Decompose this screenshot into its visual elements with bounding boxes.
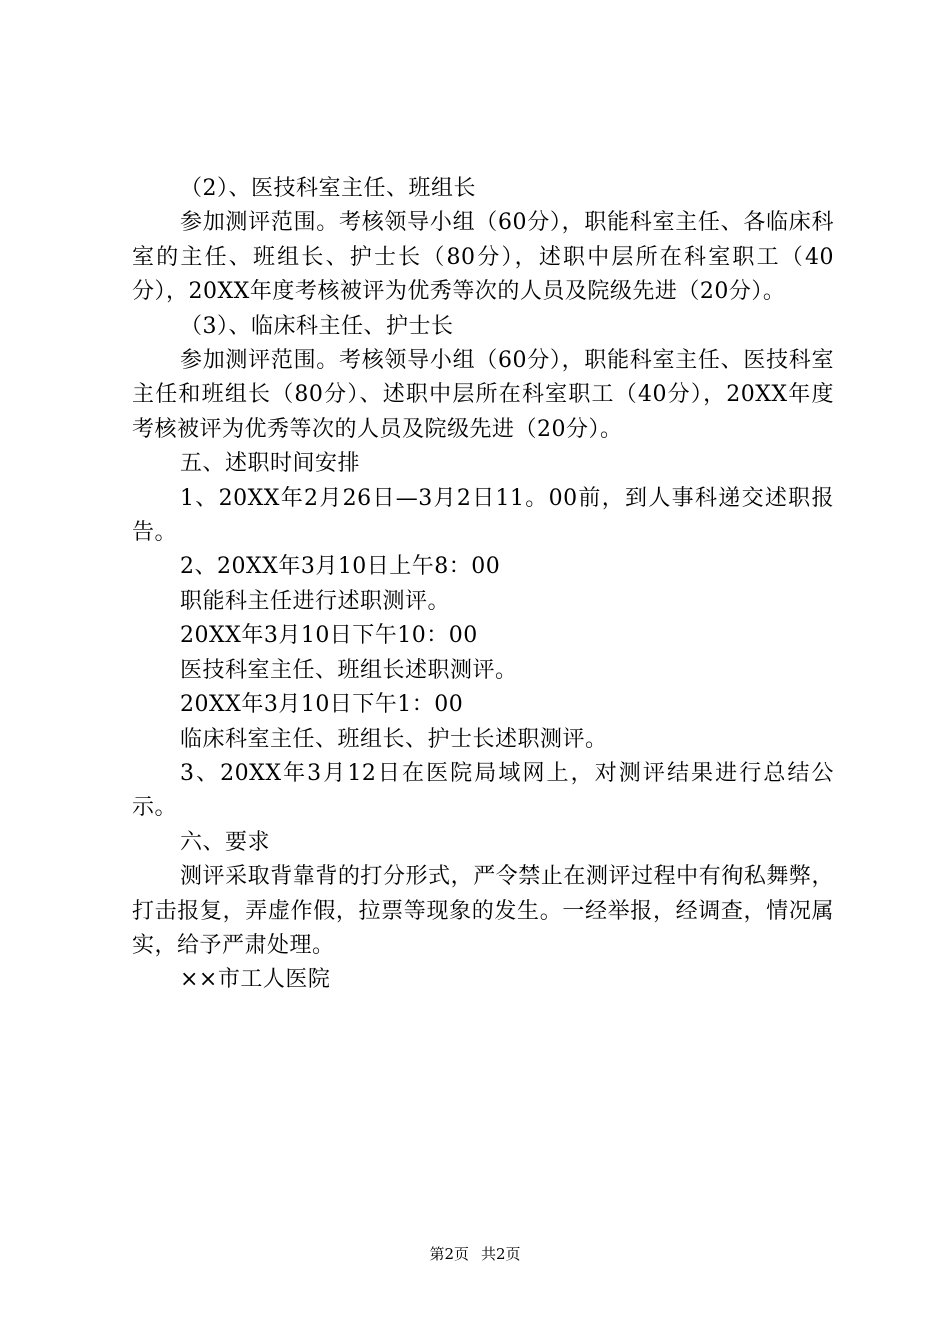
subsection-heading-medtech: （2）、医技科室主任、班组长 — [180, 176, 476, 201]
section-heading-schedule: 五、述职时间安排 — [180, 451, 361, 477]
paragraph-schedule-2-detail: 职能科主任进行述职测评。 — [180, 588, 451, 614]
paragraph-schedule-2b-detail: 医技科室主任、班组长述职测评。 — [180, 657, 518, 683]
paragraph-schedule-2b: 20XX年3月10日下午10：00 — [180, 623, 478, 649]
paragraph-schedule-2: 2、20XX年3月10日上午8：00 — [180, 554, 501, 580]
document-body — [132, 172, 834, 998]
paragraph-schedule-2c-detail: 临床科室主任、班组长、护士长述职测评。 — [180, 726, 608, 752]
paragraph-schedule-1: 1、20XX年2月26日—3月2日11。00前，到人事科递交述职报告。 — [132, 485, 834, 546]
paragraph-scope-clinical: 参加测评范围。考核领导小组（60分），职能科室主任、医技科室主任和班组长（80分）、述职中层所在科室职工（40分），20XX年度考核被评为优秀等次的人员及院级先进（20分）。 — [132, 348, 834, 442]
page-total: 共2页 — [481, 1245, 521, 1263]
paragraph-scope-medtech: 参加测评范围。考核领导小组（60分），职能科室主任、各临床科室的主任、班组长、护士长（80分），述职中层所在科室职工（40分），20XX年度考核被评为优秀等次的人员及院级先进（20分）。 — [132, 210, 834, 305]
subsection-heading-clinical: （3）、临床科主任、护士长 — [180, 313, 454, 339]
paragraph-schedule-2c: 20XX年3月10日下午1：00 — [180, 692, 464, 718]
section-heading-requirements: 六、要求 — [180, 829, 271, 855]
page-footer — [0, 1244, 950, 1264]
paragraph-requirements: 测评采取背靠背的打分形式，严令禁止在测评过程中有徇私舞弊，打击报复，弄虚作假，拉票等现象的发生。一经举报，经调查，情况属实，给予严肃处理。 — [132, 864, 834, 958]
paragraph-schedule-3: 3、20XX年3月12日在医院局域网上，对测评结果进行总结公示。 — [132, 760, 834, 821]
signature-organization: ××市工人医院 — [180, 967, 331, 993]
page-number: 第2页 — [429, 1245, 469, 1263]
